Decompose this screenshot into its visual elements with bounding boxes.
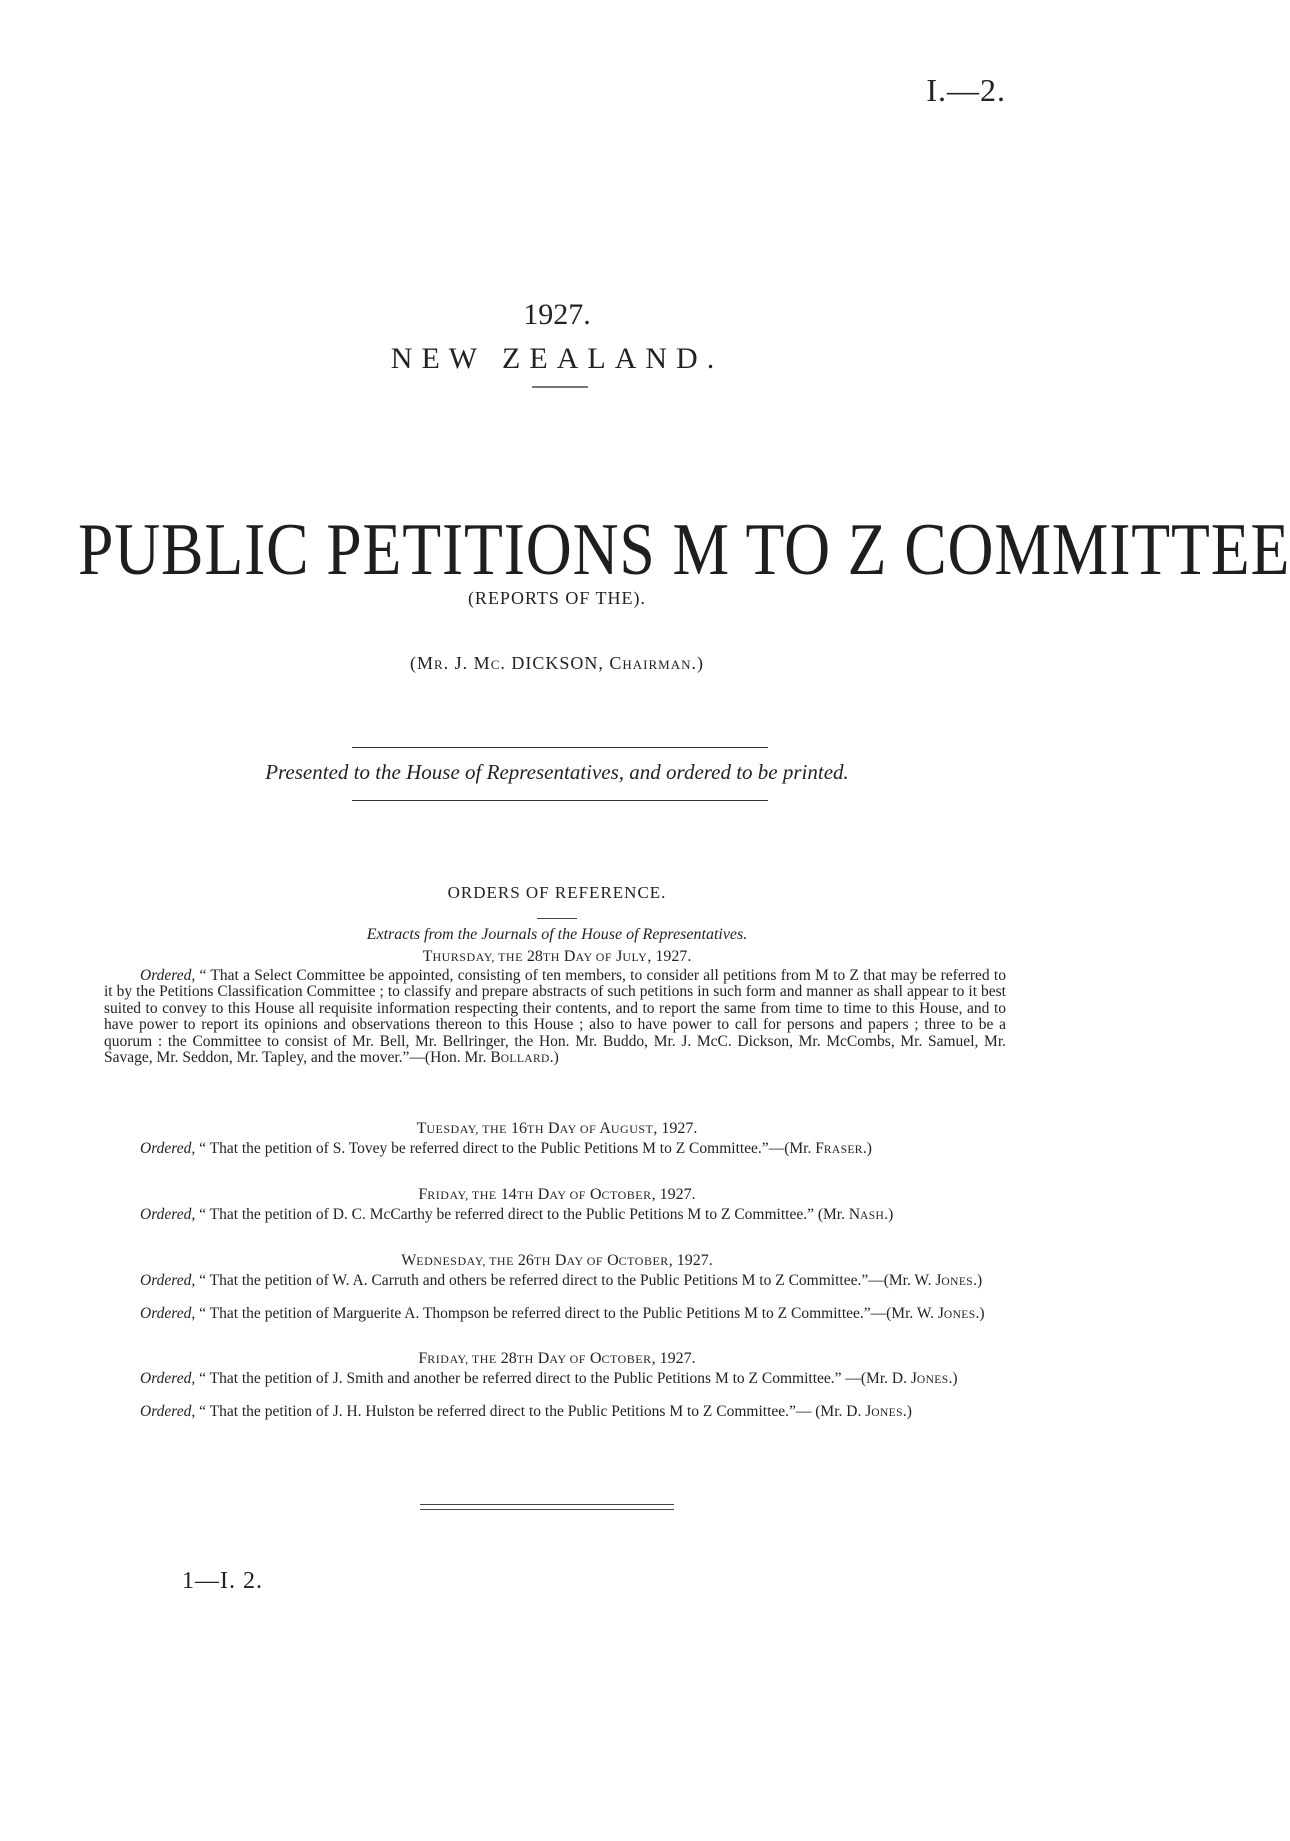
footer-page-reference: 1—I. 2.	[182, 1568, 263, 1594]
entry-date: TUESDAY, THE 16TH DAY OF AUGUST, 1927.	[416, 1120, 698, 1137]
chairman-surname: . DICKSON, C	[500, 653, 623, 673]
divider-top	[352, 747, 768, 748]
page-reference: I.—2.	[926, 72, 1006, 108]
entry-date: THURSDAY, THE 28TH DAY OF JULY, 1927.	[422, 948, 692, 965]
closing-rule	[420, 1504, 674, 1505]
chairman-mcc: C	[490, 657, 501, 672]
order-paragraph: Ordered, “ That the petition of S. Tovey be referred direct to the Public Petitions M to Z Committee.”—(Mr. FRASER.)	[140, 1140, 872, 1157]
order-paragraph: Ordered, “ That a Select Committee be appointed, consisting of ten members, to consider all petitions from M to Z that may be referred to it by the Petitions Classification Committee ; to classify and prepare abstracts of such petitions in such form and manner as shall appear to it best suited to convey to this House all requisite information respecting their contents, and to report the same from time to time to this House, and to have power to report its opinions and observations thereon to this House ; also to have power to call for persons and papers ; three to be a quorum : the Committee to consist of Mr. Bell, Mr. Bellringer, the Hon. Mr. Buddo, Mr. J. McC. Dickson, Mr. McCombs, Mr. Samuel, Mr. Savage, Mr. Seddon, Mr. Tapley, and the mover.”—(Hon. Mr. BOLLARD.)	[104, 967, 1006, 1067]
heading-underline	[537, 918, 577, 919]
order-paragraph: Ordered, “ That the petition of Marguerite A. Thompson be referred direct to the Public Petitions M to Z Committee.”—(Mr. W. JONES.)	[140, 1305, 985, 1322]
order-paragraph: Ordered, “ That the petition of W. A. Carruth and others be referred direct to the Public Petitions M to Z Committee.”—(Mr. W. JONES.)	[140, 1272, 983, 1289]
presented-statement: Presented to the House of Representatives, and ordered to be printed.	[265, 760, 849, 784]
chairman-prefix: (M	[410, 653, 434, 673]
entry-date: FRIDAY, THE 28TH DAY OF OCTOBER, 1927.	[418, 1350, 696, 1367]
page-subtitle: (REPORTS OF THE).	[467, 588, 647, 608]
entry-date: WEDNESDAY, THE 26TH DAY OF OCTOBER, 1927.	[401, 1252, 713, 1269]
order-paragraph: Ordered, “ That the petition of J. Smith and another be referred direct to the Public Petitions M to Z Committee.” —(Mr. D. JONES.)	[140, 1370, 958, 1387]
decorative-rule	[532, 386, 588, 388]
extracts-line: Extracts from the Journals of the House of Representatives.	[366, 926, 748, 943]
chairman-suffix: .)	[691, 653, 704, 673]
entry-date: FRIDAY, THE 14TH DAY OF OCTOBER, 1927.	[418, 1186, 696, 1203]
chairman-mr: R	[434, 657, 444, 672]
order-paragraph: Ordered, “ That the petition of D. C. McCarthy be referred direct to the Public Petitions M to Z Committee.” (Mr. NASH.)	[140, 1206, 894, 1223]
chairman-name: . J. M	[443, 653, 491, 673]
document-year: 1927.	[523, 298, 591, 331]
chairman-line	[0, 653, 1114, 674]
closing-rule	[420, 1509, 674, 1510]
orders-heading: ORDERS OF REFERENCE.	[447, 883, 667, 902]
page-title: PUBLIC PETITIONS M TO Z COMMITTEE	[77, 509, 1290, 591]
divider-bottom	[352, 800, 768, 801]
order-paragraph: Ordered, “ That the petition of J. H. Hulston be referred direct to the Public Petitions M to Z Committee.”— (Mr. D. JONES.)	[140, 1403, 912, 1420]
chairman-title: HAIRMAN	[622, 657, 692, 672]
country-heading: NEW ZEALAND.	[390, 342, 724, 375]
